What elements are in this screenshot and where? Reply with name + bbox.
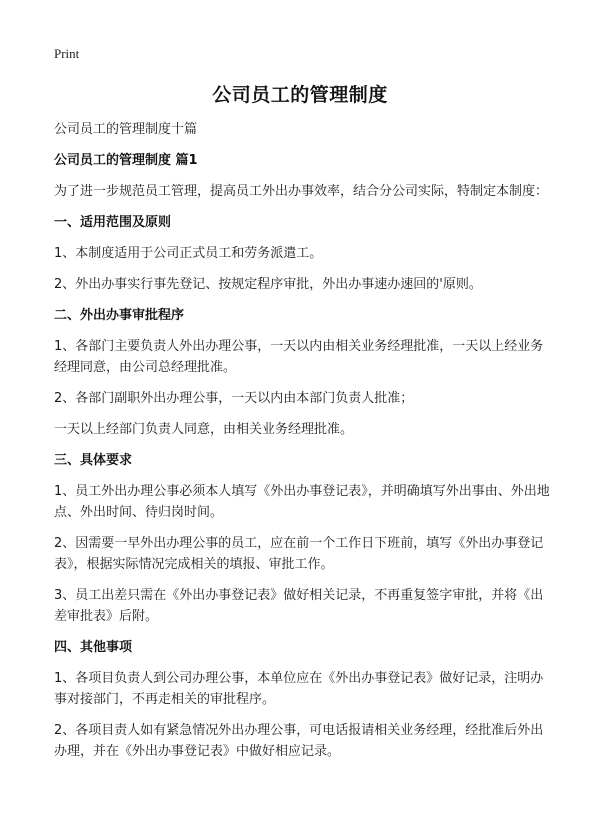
section-heading: 三、具体要求 bbox=[54, 453, 133, 468]
section-paragraph: 1、各项目负责人到公司办理公事，本单位应在《外出办事登记表》做好记录，注明办事对接部门，不再走相关的审批程序。 bbox=[54, 671, 544, 707]
section-paragraph: 1、各部门主要负责人外出办理公事，一天以内由相关业务经理批准，一天以上经业务经理同意，由公司总经理批准。 bbox=[54, 339, 544, 375]
section-scope bbox=[54, 212, 554, 295]
section-paragraph: 2、外出办事实行事先登记、按规定程序审批，外出办事速办速回的'原则。 bbox=[54, 277, 482, 292]
print-label: Print bbox=[54, 46, 80, 61]
article-title: 公司员工的管理制度 篇1 bbox=[54, 153, 198, 168]
section-paragraph: 一天以上经部门负责人同意，由相关业务经理批准。 bbox=[54, 422, 354, 437]
section-other bbox=[54, 637, 554, 762]
section-heading: 一、适用范围及原则 bbox=[54, 215, 172, 230]
section-paragraph: 2、各部门副职外出办理公事，一天以内由本部门负责人批准； bbox=[54, 391, 414, 406]
section-paragraph: 3、员工出差只需在《外出办事登记表》做好相关记录，不再重复签字审批，并将《出差审批表》后附。 bbox=[54, 588, 544, 624]
section-paragraph: 2、各项目责人如有紧急情况外出办理公事，可电话报请相关业务经理，经批准后外出办理，并在《外出办事登记表》中做好相应记录。 bbox=[54, 723, 544, 759]
intro-paragraph: 为了进一步规范员工管理，提高员工外出办事效率，结合分公司实际，特制定本制度： bbox=[54, 184, 549, 199]
section-paragraph: 1、本制度适用于公司正式员工和劳务派遣工。 bbox=[54, 246, 323, 261]
section-heading: 四、其他事项 bbox=[54, 640, 133, 655]
section-paragraph: 1、员工外出办理公事必须本人填写《外出办事登记表》，并明确填写外出事由、外出地点、外出时间、待归岗时间。 bbox=[54, 484, 550, 520]
page-title: 公司员工的管理制度 bbox=[212, 84, 388, 106]
section-requirements bbox=[54, 450, 554, 627]
document-body bbox=[54, 119, 554, 772]
section-approval bbox=[54, 305, 554, 440]
section-heading: 二、外出办事审批程序 bbox=[54, 308, 185, 323]
section-paragraph: 2、因需要一早外出办理公事的员工，应在前一个工作日下班前，填写《外出办事登记表》，根据实际情况完成相关的填报、审批工作。 bbox=[54, 536, 544, 572]
document-subtitle: 公司员工的管理制度十篇 bbox=[54, 122, 198, 137]
